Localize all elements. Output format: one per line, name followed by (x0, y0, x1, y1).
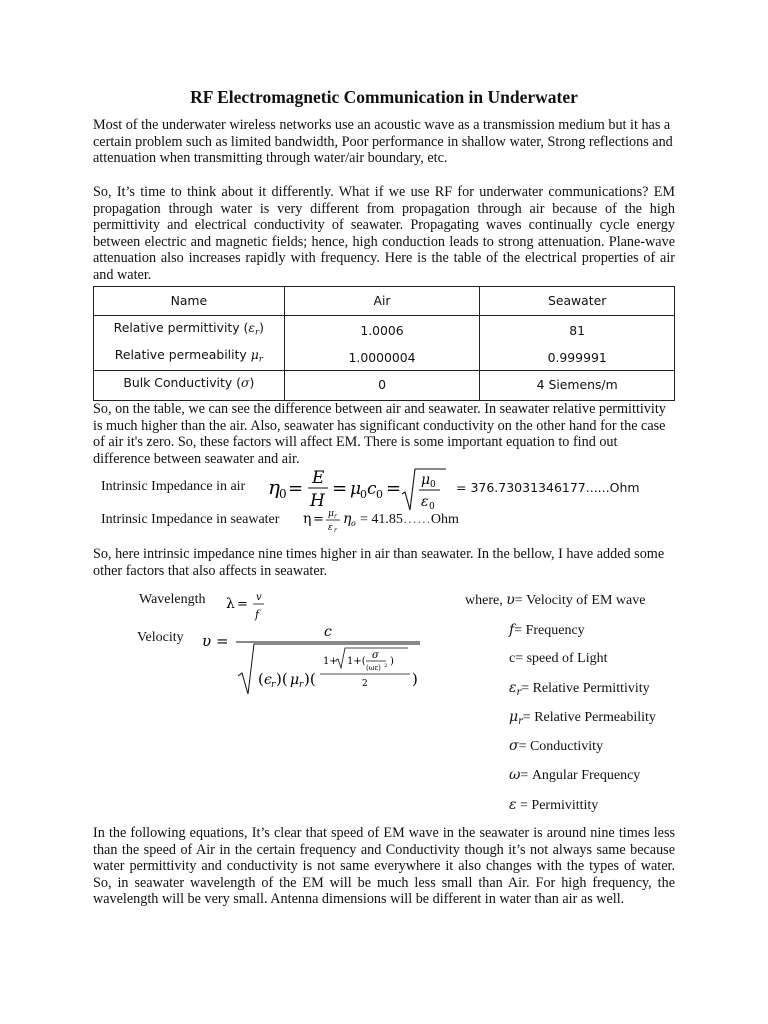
property-suffix: ) (259, 320, 264, 336)
svg-text:r: r (334, 513, 337, 520)
svg-text:η: η (303, 511, 312, 527)
svg-text:c: c (367, 479, 377, 499)
legend-text: = Relative Permeability (522, 710, 656, 725)
table-cell-seawater: 81 (480, 316, 675, 347)
svg-text:): ) (412, 670, 418, 688)
table-cell-air: 1.0006 (284, 316, 480, 347)
document-title: RF Electromagnetic Communication in Underwater (190, 87, 578, 107)
property-name: Relative permittivity ( (113, 320, 249, 336)
svg-text:ε: ε (328, 523, 333, 533)
svg-text:=: = (288, 478, 304, 499)
property-suffix: ) (249, 374, 255, 390)
legend-text: = Angular Frequency (520, 768, 641, 783)
svg-text:)(: )( (276, 670, 288, 688)
svg-text:η: η (343, 511, 352, 527)
table-cell-name (94, 371, 285, 401)
legend-item (509, 651, 607, 668)
svg-text:1+(: 1+( (347, 656, 366, 667)
table-header-cell: Air (284, 287, 480, 316)
table-row (94, 346, 675, 371)
rf-paragraph: So, It’s time to think about it differently. What if we use RF for underwater communications? EM propagation through water is very different from propagation through air because of the high permittivity and electrical conductivity of seawater. Propagating waves continually cycle energy between electric and magnetic fields; hence, high conduction leads to strong attenuation. Plane-wave attenuation also increases rapidly with frequency. Here is the table of the electrical properties of air and water. (93, 184, 675, 283)
svg-text:2: 2 (362, 679, 368, 689)
legend-text: = Frequency (514, 623, 585, 638)
svg-text:0: 0 (376, 488, 383, 501)
legend-symbol-subscript: r (518, 715, 523, 727)
table-cell-seawater: 4 Siemens/m (480, 371, 675, 401)
property-name: Bulk Conductivity ( (123, 374, 241, 390)
legend-symbol: ε (509, 680, 517, 696)
table-summary-paragraph: So, on the table, we can see the difference between air and seawater. In seawater relative permittivity is much higher than the air. Also, seawater has significant conductivity on the other hand for the case of air it's zero. So, these factors will affect EM. There is some important equation to find out difference between seawater and air. (93, 401, 666, 467)
svg-text:(ωε): (ωε) (366, 664, 381, 672)
legend-text: = Relative Permittivity (521, 681, 650, 696)
impedance-seawater-formula (303, 505, 363, 535)
svg-text:v: v (256, 592, 262, 603)
svg-text:c: c (324, 624, 332, 640)
legend-item (509, 738, 603, 756)
svg-text:0: 0 (430, 480, 436, 490)
legend-item (509, 622, 585, 640)
table-row (94, 371, 675, 401)
svg-text:0: 0 (360, 488, 367, 501)
impedance-seawater-value (360, 512, 459, 529)
velocity-formula (202, 618, 424, 698)
property-symbol: ε (248, 320, 256, 336)
legend-intro (465, 592, 645, 610)
legend-item (509, 767, 640, 785)
conclusion-paragraph: In the following equations, It’s clear that speed of EM wave in the seawater is around nine times less than the speed of Air in the certain frequency and Conductivity though it’s not always same because water permittivity and conductivity is not same everywhere it also changes with the types of water. So, in seawater wavelength of the EM will be much less small than Air. For high frequency, the wavelength will be very small. Antenna dimensions will be different in water than air as well. (93, 825, 675, 908)
svg-text:f: f (255, 608, 260, 621)
impedance-seawater-label: Intrinsic Impedance in seawater (101, 512, 280, 527)
table-cell-air: 0 (284, 371, 480, 401)
svg-text:σ: σ (372, 650, 379, 661)
legend-item (509, 680, 650, 702)
svg-text:ϵ: ϵ (264, 672, 272, 688)
svg-text:): ) (390, 656, 394, 667)
svg-text:r: r (299, 680, 304, 690)
svg-text:=: = (332, 478, 348, 499)
legend-symbol: μ (509, 709, 519, 725)
legend-item (509, 797, 598, 815)
legend-symbol: υ (506, 592, 515, 608)
svg-text:=: = (237, 597, 248, 612)
svg-text:υ: υ (202, 632, 212, 650)
table-header-cell: Seawater (480, 287, 675, 316)
table-cell-seawater: 0.999991 (480, 346, 675, 371)
svg-text:η: η (268, 475, 280, 499)
legend-text: c= speed of Light (509, 651, 608, 666)
svg-text:μ: μ (328, 509, 334, 519)
svg-text:E: E (312, 468, 325, 488)
legend-symbol: f (509, 622, 515, 638)
svg-text:(: ( (258, 670, 264, 688)
table-cell-name (94, 316, 285, 347)
property-symbol: μ (250, 347, 259, 363)
property-symbol-subscript: r (255, 328, 260, 338)
impedance-seawater-dots: …… (402, 512, 431, 527)
impedance-seawater-number: = 41.85 (360, 512, 403, 527)
property-symbol: σ (240, 374, 250, 390)
svg-text:o: o (351, 519, 356, 528)
legend-text: = Velocity of EM wave (514, 593, 646, 608)
legend-symbol: ε (509, 797, 517, 813)
legend-symbol: ω (509, 767, 521, 783)
svg-text:1+: 1+ (323, 656, 338, 667)
wavelength-label: Wavelength (139, 592, 206, 607)
svg-text:μ: μ (290, 672, 300, 688)
impedance-air-value: = 376.73031346177......Ohm (456, 480, 640, 495)
svg-text:λ: λ (226, 596, 235, 612)
impedance-air-label: Intrinsic Impedance in air (101, 479, 246, 494)
svg-text:ε: ε (421, 494, 429, 510)
svg-text:0: 0 (429, 502, 435, 512)
property-symbol-subscript: r (258, 355, 263, 365)
svg-text:H: H (310, 491, 325, 511)
impedance-seawater-unit: Ohm (430, 512, 459, 527)
table-cell-name (94, 346, 285, 371)
svg-text:r: r (334, 527, 337, 534)
table-row (94, 316, 675, 347)
svg-text:=: = (216, 632, 229, 650)
table-header-row (94, 287, 675, 316)
svg-text:r: r (271, 680, 276, 690)
legend-symbol-subscript: r (516, 686, 522, 698)
legend-intro-text: where, (465, 593, 503, 608)
svg-text:=: = (313, 512, 324, 527)
impedance-summary-paragraph: So, here intrinsic impedance nine times higher in air than seawater. In the bellow, I have added some other factors that also affects in seawater. (93, 546, 665, 579)
legend-symbol: σ (509, 738, 519, 754)
table-header-cell: Name (94, 287, 285, 316)
svg-text:μ: μ (350, 479, 362, 499)
svg-text:μ: μ (421, 472, 431, 488)
svg-text:=: = (386, 478, 402, 499)
svg-text:2: 2 (384, 663, 388, 669)
legend-text: = Permivittity (516, 798, 599, 813)
table-cell-air: 1.0000004 (284, 346, 480, 371)
properties-table (93, 286, 675, 401)
svg-text:0: 0 (279, 487, 287, 501)
legend-item (509, 709, 656, 731)
legend-text: = Conductivity (518, 739, 604, 754)
property-name: Relative permeability (114, 347, 251, 363)
svg-text:)(: )( (304, 670, 316, 688)
intro-paragraph: Most of the underwater wireless networks use an acoustic wave as a transmission medium but it has a certain problem such as limited bandwidth, Poor performance in shallow water, Strong reflections and attenuation when transmitting through water/air boundary, etc. (93, 117, 673, 167)
velocity-label: Velocity (137, 630, 184, 645)
